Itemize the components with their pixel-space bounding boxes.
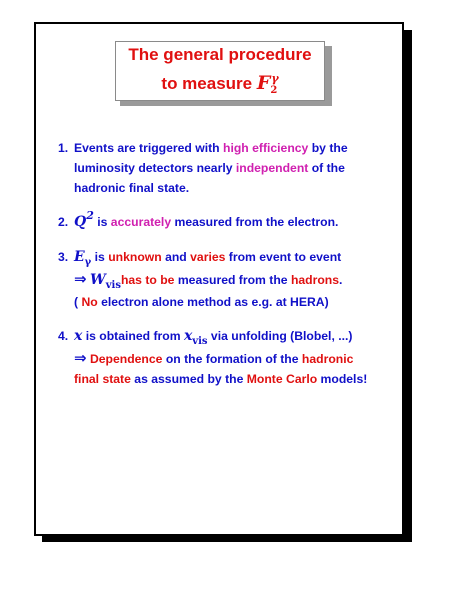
procedure-list [58, 138, 394, 403]
title-prefix: to measure [161, 74, 253, 93]
item-line: $Q^2$ is accurately measured from the electron. [74, 209, 339, 230]
item-number: 3. [58, 250, 69, 264]
title-box [115, 41, 325, 101]
math-symbol: $E_\gamma$ [74, 249, 92, 268]
item-line: hadronic final state. [74, 181, 190, 195]
math-symbol: $Q^2$ [74, 209, 94, 230]
item-number: 2. [58, 215, 69, 229]
list-item-1 [58, 138, 394, 198]
item-line: Events are triggered with high efficiency by the [74, 141, 348, 155]
item-line: ( No electron alone method as e.g. at HERA) [74, 295, 329, 309]
list-item-4 [58, 326, 394, 389]
title-line2 [116, 72, 324, 94]
list-item-2 [58, 209, 394, 233]
item-number: 1. [58, 141, 69, 155]
item-line: x is obtained from $x_{vis}$ via unfolding (Blobel, ...) [74, 328, 353, 347]
math-symbol: $W_{vis}$ [89, 272, 121, 291]
item-line: $E_\gamma$ is unknown and varies from event to event [74, 249, 342, 268]
implies-arrow-icon: ⇒ [74, 349, 87, 367]
math-symbol: $x_{vis}$ [183, 328, 208, 347]
title-line1: The general procedure [128, 45, 312, 64]
item-number: 4. [58, 329, 69, 343]
math-symbol: x [74, 328, 83, 344]
list-item-3 [58, 247, 394, 312]
title-symbol: $F_2^\gamma$ [256, 72, 279, 96]
item-line: final state as assumed by the Monte Carlo models! [74, 372, 368, 386]
item-line: luminosity detectors nearly independent of the [74, 161, 345, 175]
item-line: ⇒ Dependence on the formation of the hadronic [74, 349, 354, 367]
implies-arrow-icon: ⇒ [74, 270, 87, 288]
item-line: ⇒ $W_{vis}has$ to be measured from the hadrons. [74, 270, 343, 291]
